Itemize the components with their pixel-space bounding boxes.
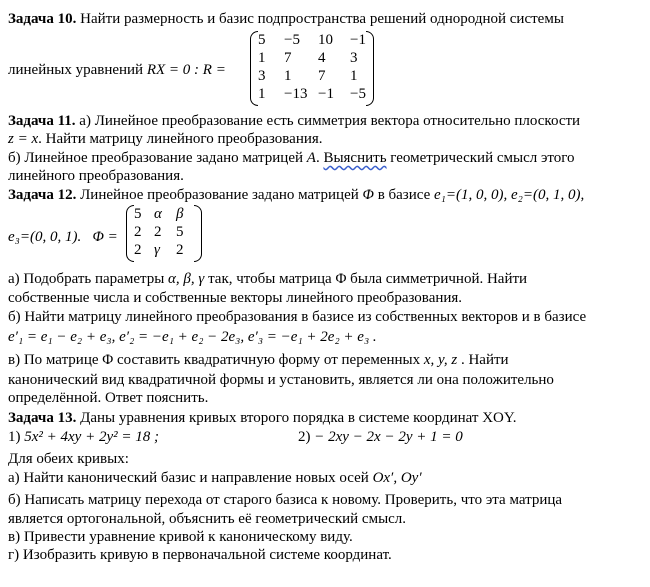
task10-title: Задача 10.: [8, 11, 77, 27]
task12-a1-end: так, чтобы матрица Φ была симметричной. Найти: [204, 271, 528, 287]
matrix-cell: 7: [284, 50, 292, 66]
task13-d: г) Изобразить кривую в первоначальной системе координат.: [8, 547, 392, 563]
task13-eq2-label: 2): [298, 429, 311, 445]
task11-a-text: а) Линейное преобразование есть симметрия вектора относительно плоскости: [79, 113, 581, 129]
task13-eq1-formula: 5x² + 4xy + 2y² = 18 ;: [24, 429, 159, 445]
task10-line1: [8, 10, 564, 28]
task12-matrix: [126, 205, 202, 262]
task10-line2: [8, 61, 226, 79]
task10-matrix-table: [258, 31, 372, 103]
task12-params: α, β, γ: [168, 271, 205, 287]
task13-line1: [8, 409, 517, 427]
task10-matrix: [250, 31, 374, 106]
task12-a-line2: [8, 289, 462, 307]
matrix-cell: 5: [176, 224, 184, 240]
task13-c: в) Привести уравнение кривой к каноническому виду.: [8, 529, 353, 545]
task11-a-eq: z = x: [8, 131, 39, 147]
left-bracket: [250, 31, 258, 106]
task10-equation: RX = 0 : R =: [146, 62, 226, 78]
matrix-cell: 2: [134, 242, 142, 258]
task12-c1-end: . Найти: [457, 352, 509, 368]
task12-a2: собственные числа и собственные векторы линейного преобразования.: [8, 290, 463, 306]
task11-a-rest: . Найти матрицу линейного преобразования.: [38, 131, 323, 147]
matrix-row: [134, 241, 194, 259]
task13-eq1-label: 1): [8, 429, 21, 445]
task12-b2: e′₁ = e₁ − e₂ + e₃, e′₂ = −e₁ + e₂ − 2e₃, e′₃ = −e₁ + 2e₂ + e₃ .: [8, 329, 377, 345]
matrix-cell: 5: [258, 32, 266, 48]
left-bracket: [126, 205, 134, 262]
task12-c-line2: [8, 371, 554, 389]
matrix-cell: −5: [284, 32, 300, 48]
task13-both-text: Для обеих кривых:: [8, 451, 129, 467]
task13-both: [8, 450, 129, 468]
matrix-cell: 4: [318, 50, 326, 66]
task13-a-line: [8, 469, 422, 487]
task12-b1: б) Найти матрицу линейного преобразования в базисе из собственных векторов и в базисе: [8, 309, 587, 325]
matrix-cell: 2: [176, 242, 184, 258]
matrix-cell: 2: [134, 224, 142, 240]
task13-b1: б) Написать матрицу перехода от старого базиса к новому. Проверить, что эта матрица: [8, 492, 563, 508]
task12-line1: [8, 186, 584, 204]
task13-b-line1: [8, 491, 562, 509]
task12-c-line3: [8, 389, 208, 407]
matrix-cell: β: [176, 206, 184, 222]
task10-text: Найти размерность и базис подпространства решений однородной системы: [80, 11, 564, 27]
matrix-cell: α: [154, 206, 162, 222]
task11-line2: [8, 130, 323, 148]
task13-title: Задача 13.: [8, 410, 77, 426]
matrix-cell: −1: [350, 32, 366, 48]
matrix-cell: 5: [134, 206, 142, 222]
task13-eq2-formula: − 2xy − 2x − 2y + 1 = 0: [314, 429, 463, 445]
task13-eq1: [8, 428, 159, 446]
task12-matrix-table: [134, 205, 194, 259]
matrix-cell: 1: [258, 50, 266, 66]
task13-d-line: [8, 546, 392, 564]
task11-b-var: A: [306, 150, 316, 166]
matrix-cell: −13: [284, 86, 308, 102]
task12-text2: в базисе: [373, 187, 435, 203]
matrix-row: [134, 223, 194, 241]
task10-line2-text: линейных уравнений: [8, 62, 144, 78]
task13-c-line: [8, 528, 353, 546]
task12-phi-eq: Φ =: [92, 229, 118, 245]
right-bracket: [194, 205, 202, 262]
matrix-cell: 3: [258, 68, 266, 84]
matrix-row: [258, 85, 372, 103]
task11-title: Задача 11.: [8, 113, 76, 129]
task12-c3: определённой. Ответ пояснить.: [8, 390, 209, 406]
task12-a-line1: [8, 270, 527, 288]
task12-line2: [8, 228, 118, 246]
matrix-row: [258, 31, 372, 49]
task12-title: Задача 12.: [8, 187, 77, 203]
task11-b-word: Выяснить: [323, 150, 387, 166]
task13-b-line2: [8, 510, 406, 528]
matrix-cell: 1: [350, 68, 358, 84]
matrix-row: [134, 205, 194, 223]
matrix-row: [258, 49, 372, 67]
task12-b-line2: [8, 328, 377, 346]
task12-phi: Φ: [362, 187, 374, 203]
task11-line4: [8, 167, 184, 185]
matrix-cell: −5: [350, 86, 366, 102]
task12-e3: e₃=(0, 0, 1).: [8, 229, 82, 245]
task13-a-axes: Ox′, Oy′: [372, 470, 422, 486]
matrix-row: [258, 67, 372, 85]
task12-basis: e₁=(1, 0, 0), e₂=(0, 1, 0),: [434, 187, 585, 203]
task11-b-line2: линейного преобразования.: [8, 168, 184, 184]
task12-c-line1: [8, 351, 509, 369]
task12-c1: в) По матрице Φ составить квадратичную форму от переменных: [8, 352, 424, 368]
task12-vars: x, y, z: [423, 352, 458, 368]
matrix-cell: −1: [318, 86, 334, 102]
matrix-cell: γ: [154, 242, 160, 258]
task11-b-start: б) Линейное преобразование задано матрицей: [8, 150, 307, 166]
task13-eq2: [298, 428, 463, 446]
matrix-cell: 3: [350, 50, 358, 66]
task13-text: Даны уравнения кривых второго порядка в системе координат XOY.: [80, 410, 517, 426]
matrix-cell: 1: [258, 86, 266, 102]
task12-c2: канонический вид квадратичной формы и установить, является ли она положительно: [8, 372, 554, 388]
task12-a1: а) Подобрать параметры: [8, 271, 169, 287]
task12-b-line1: [8, 308, 586, 326]
matrix-cell: 10: [318, 32, 333, 48]
matrix-cell: 7: [318, 68, 326, 84]
matrix-cell: 2: [154, 224, 162, 240]
matrix-cell: 1: [284, 68, 292, 84]
task13-b2: является ортогональной, объяснить её геометрический смысл.: [8, 511, 407, 527]
task11-line3: [8, 149, 575, 167]
task13-a: а) Найти канонический базис и направление новых осей: [8, 470, 373, 486]
task11-b-end: геометрический смысл этого: [386, 150, 575, 166]
task11-b-mid: .: [315, 150, 324, 166]
task12-text1: Линейное преобразование задано матрицей: [80, 187, 363, 203]
task11-line1: [8, 112, 580, 130]
